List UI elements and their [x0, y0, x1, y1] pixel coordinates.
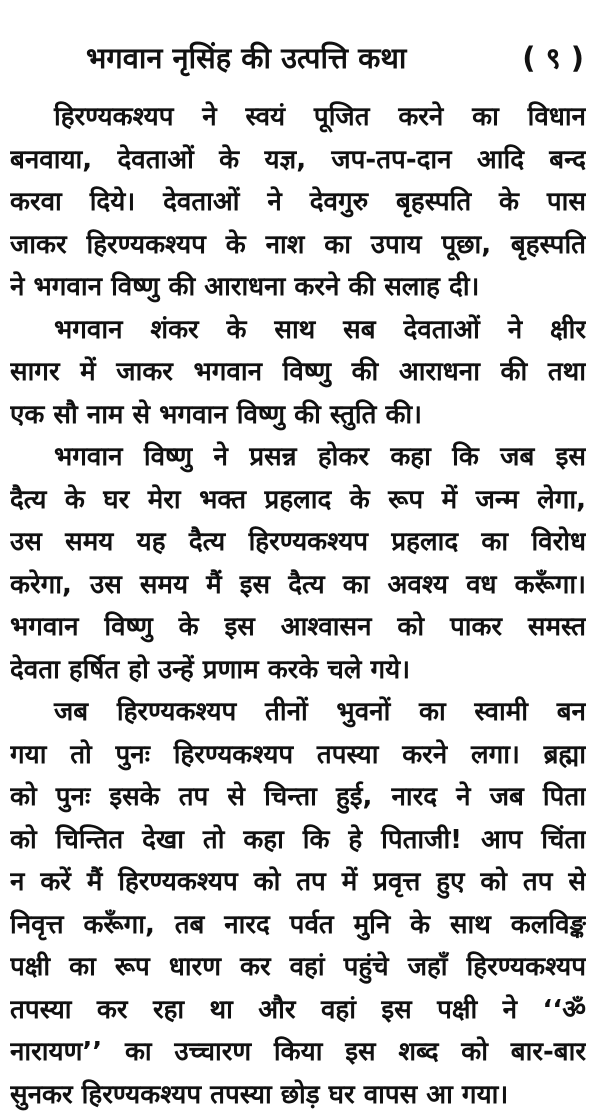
text-line: दैत्य के घर मेरा भक्त प्रहलाद के रूप में जन्म लेगा,	[10, 479, 586, 522]
text-line: पक्षी का रूप धारण कर वहां पहुंचे जहाँ हिरण्यकश्यप	[10, 946, 586, 989]
chapter-title: भगवान नृसिंह की उत्पत्ति कथा	[86, 38, 406, 77]
body-text	[10, 96, 586, 1116]
text-line: न करें मैं हिरण्यकश्यप को तप में प्रवृत्त हुए को तप से	[10, 861, 586, 904]
text-line: एक सौ नाम से भगवान विष्णु की स्तुति की।	[10, 394, 586, 437]
text-line: को चिन्तित देखा तो कहा कि हे पिताजी! आप चिंता	[10, 819, 586, 862]
text-line: जाकर हिरण्यकश्यप के नाश का उपाय पूछा, बृहस्पति	[10, 224, 586, 267]
text-line: करवा दिये। देवताओं ने देवगुरु बृहस्पति के पास	[10, 181, 586, 224]
text-line: भगवान विष्णु के इस आश्वासन को पाकर समस्त	[10, 606, 586, 649]
text-line: हिरण्यकश्यप ने स्वयं पूजित करने का विधान	[10, 96, 586, 139]
text-line: जब हिरण्यकश्यप तीनों भुवनों का स्वामी बन	[10, 691, 586, 734]
text-line: ने भगवान विष्णु की आराधना करने की सलाह दी।	[10, 266, 586, 309]
text-line: सागर में जाकर भगवान विष्णु की आराधना की तथा	[10, 351, 586, 394]
page-header	[0, 38, 600, 86]
page-number: ( ९ )	[522, 38, 584, 77]
text-line: देवता हर्षित हो उन्हें प्रणाम करके चले गये।	[10, 649, 586, 692]
text-line: तपस्या कर रहा था और वहां इस पक्षी ने ‘‘ॐ	[10, 989, 586, 1032]
text-line: बनवाया, देवताओं के यज्ञ, जप-तप-दान आदि बन्द	[10, 139, 586, 182]
text-line: निवृत्त करूँगा, तब नारद पर्वत मुनि के साथ कलविङ्क	[10, 904, 586, 947]
text-line: भगवान शंकर के साथ सब देवताओं ने क्षीर	[10, 309, 586, 352]
text-line: को पुनः इसके तप से चिन्ता हुई, नारद ने जब पिता	[10, 776, 586, 819]
text-line: उस समय यह दैत्य हिरण्यकश्यप प्रहलाद का विरोध	[10, 521, 586, 564]
text-line: नारायण’’ का उच्चारण किया इस शब्द को बार-बार	[10, 1031, 586, 1074]
text-line: भगवान विष्णु ने प्रसन्न होकर कहा कि जब इस	[10, 436, 586, 479]
text-line: गया तो पुनः हिरण्यकश्यप तपस्या करने लगा। ब्रह्मा	[10, 734, 586, 777]
text-line: करेगा, उस समय मैं इस दैत्य का अवश्य वध करूँगा।	[10, 564, 586, 607]
text-line: सुनकर हिरण्यकश्यप तपस्या छोड़ घर वापस आ गया।	[10, 1074, 586, 1116]
